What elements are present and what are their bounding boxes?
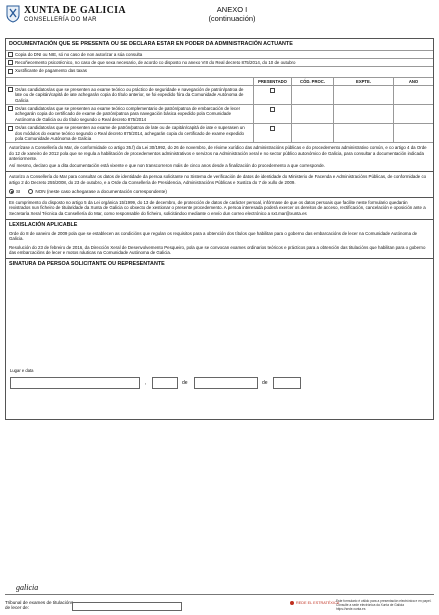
- no-label: NON (neste caso achegarase a documentación correspondente): [35, 188, 167, 194]
- signature-title: SINATURA DA PERSOA SOLICITANTE OU REPRESENTANTE: [9, 261, 165, 268]
- doc-table-header: [6, 77, 433, 85]
- presented-cell: [253, 124, 291, 142]
- table-row: [6, 85, 433, 104]
- legislation-body: [6, 231, 433, 259]
- documentation-title: DOCUMENTACIÓN QUE SE PRESENTA OU SE DECLARA ESTAR EN PODER DA ADMINISTRACIÓN ACTUANTE: [9, 41, 293, 47]
- file-cell[interactable]: [333, 86, 393, 104]
- table-row: [6, 104, 433, 123]
- row-checkbox[interactable]: [8, 126, 13, 131]
- dept-name: CONSELLERÍA DO MAR: [24, 17, 97, 23]
- place-input[interactable]: [10, 377, 140, 389]
- doc-checkbox[interactable]: [8, 69, 13, 74]
- presented-checkbox[interactable]: [270, 107, 275, 112]
- data-protection-text: En cumprimento do disposto no artigo 5 da Lei orgánica 15/1999, do 13 de decembro, de protección de datos de carácter persoal, infórmase de que os datos persoais que facilite neste formulario quedarán rexistrados nun ficheiro de titularidade da Xunta de Galicia co obxecto de xestionar o presente procedemento. A persoa interesada poderá exercer os dereitos de acceso, rectificación, cancelación e oposición ante a Secretaría Xeral Técnica da Consellería do Mar, como responsable do ficheiro, solicitándoo mediante o envío dun correo electrónico a sxt.mar@xunta.es: [9, 199, 426, 216]
- doc-item-label: Xustificante de pagamento das taxas: [15, 68, 88, 74]
- doc-item: [6, 50, 433, 58]
- col-year: ANO: [393, 78, 433, 85]
- rede-xl-badge: [290, 601, 339, 605]
- de-separator-2: de: [262, 380, 268, 387]
- place-date-label: Lugar e data: [10, 368, 34, 374]
- documentation-section: [6, 39, 433, 172]
- identity-authorization-section: [6, 172, 433, 198]
- consult-notes: [6, 142, 433, 171]
- doc-item: [6, 58, 433, 66]
- row-checkbox[interactable]: [8, 87, 13, 92]
- row-checkbox[interactable]: [8, 106, 13, 111]
- presented-checkbox[interactable]: [270, 126, 275, 131]
- rede-xl-label: REDE EL ESTRATÉXICA: [296, 601, 340, 605]
- day-input[interactable]: [152, 377, 178, 389]
- legislation-section: [6, 220, 433, 259]
- tribunal-input[interactable]: [72, 602, 182, 611]
- org-name: XUNTA DE GALICIA: [24, 5, 126, 16]
- data-protection-body: [6, 198, 433, 219]
- xunta-cross-icon: [6, 5, 20, 23]
- xunta-logo: [6, 5, 126, 29]
- annex-subtitle: (continuación): [208, 14, 256, 23]
- annex-title: ANEXO I: [216, 5, 248, 14]
- presented-cell: [253, 105, 291, 123]
- table-row-text: [6, 86, 253, 104]
- comma-separator: ,: [145, 380, 147, 387]
- yes-label: SI: [16, 188, 21, 194]
- no-radio[interactable]: [28, 189, 33, 194]
- row-label: Os/as candidatos/as que se presenten ao exame teórico ou práctico de seguridade e navegación de patrón/patroa de late ou de capitán/capitá de iate achegarán copia do título anterior, se foi expedido fóra da Comunidade Autónoma de Galicia: [15, 86, 244, 103]
- rede-xl-icon: [290, 601, 294, 605]
- proc-code-cell[interactable]: [291, 105, 333, 123]
- signature-section: [6, 259, 433, 419]
- consult-authorization-text: Autorízase a Consellería do Mar, de conformidade co artigo 35.f) da Lei 30/1992, do 26 de novembro, de réxime xurídico das administracións públicas e do procedemento administrativo común, e co artigo 4 da Orde do 12 de xaneiro de 2012 pola que se regula a habilitación de procedementos administrativos e servizos na Administración xeral e no sector público autonómico de Galicia, para consultar a documentación indicada anteriormente.: [9, 145, 427, 162]
- de-separator-1: de: [182, 380, 188, 387]
- data-protection-section: [6, 198, 433, 220]
- file-cell[interactable]: [333, 124, 393, 142]
- month-input[interactable]: [194, 377, 258, 389]
- year-cell[interactable]: [393, 124, 433, 142]
- col-proc-code: CÓD. PROC.: [291, 78, 333, 85]
- yes-radio[interactable]: [9, 189, 14, 194]
- row-label: Os/as candidatos/as que se presenten ao exame teórico complementario de patrón/patroa de embarcación de lecer achegarán copia do certificado de exame de patrón/patroa para navegación básica expedido pola Comunidade Autónoma de Galicia ou do título segundo o Real decreto 875/2014: [15, 106, 241, 122]
- doc-checkbox[interactable]: [8, 60, 13, 65]
- identity-authorization-text: Autorizo a Consellería do Mar para consultar os datos de identidade da persoa solicitante no Sistema de verificación de datos de identidade do Ministerio de Facenda e Administracións Públicas, de conformidade co artigo 2 do Decreto 255/2008, do 23 de outubro, e a Orde da Consellería de Presidencia, Administracións Públicas e Xustiza do 7 de xullo de 2009.: [9, 174, 427, 185]
- legislation-resolution-text: Resolución do 23 de febreiro de 2016, da Dirección Xeral de Desenvolvemento Pesqueiro, pola que se convocan exames ordinarios teóricos e prácticos para a obtención das titulacións que habilitan para o goberno das embarcacións de lecer e motos náuticas na Comunidade Autónoma de Galicia.: [9, 244, 426, 255]
- year-cell[interactable]: [393, 86, 433, 104]
- proc-code-cell[interactable]: [291, 86, 333, 104]
- col-presented: PRESENTADO: [253, 78, 291, 85]
- doc-item: [6, 66, 433, 76]
- legislation-order-text: Orde do 8 de xaneiro de 2009 pola que se establecen as condicións que regulan os requisitos para a obtención dos títulos que habilitan para o goberno das embarcacións de lecer na Comunidade Autónoma de Galicia.: [9, 230, 418, 242]
- presented-cell: [253, 86, 291, 104]
- doc-item-label: Copia do DNI ou NIE, só no caso de non autorizar a súa consulta: [15, 51, 143, 57]
- annex-heading: [192, 5, 272, 23]
- form-validity-note: Este formulario é válido para a presentación electrónica e en papel. Consulte a sede electrónica da Xunta de Galicia https://sede.xunta.es: [336, 599, 432, 611]
- legislation-title: LEXISLACIÓN APLICABLE: [9, 222, 78, 229]
- presented-checkbox[interactable]: [270, 88, 275, 93]
- form-frame: [5, 38, 434, 420]
- validity-declaration-text: Así mesmo, declaro que a dita documentación está vixente e que non transcorreron máis de cinco anos desde a finalización do procedemento a que corresponde.: [9, 162, 326, 168]
- galicia-logo: galicia: [16, 583, 39, 592]
- file-cell[interactable]: [333, 105, 393, 123]
- col-file: EXPTE.: [333, 78, 393, 85]
- year-cell[interactable]: [393, 105, 433, 123]
- proc-code-cell[interactable]: [291, 124, 333, 142]
- tribunal-label: Tribunal de exames de titulacións de lecer de:: [5, 600, 74, 611]
- doc-item-label: Recoñecemento psicotécnico, no caso de que sexa necesario, de acordo co disposto no anexo VIII do Real decreto 875/2014, do 10 de outubro: [15, 60, 296, 65]
- table-row: [6, 123, 433, 142]
- doc-checkbox[interactable]: [8, 52, 13, 57]
- blank-header: [6, 78, 253, 85]
- table-row-text: [6, 105, 253, 123]
- footer-divider: [5, 594, 434, 595]
- authorization-options: [6, 188, 433, 197]
- year-input[interactable]: [273, 377, 301, 389]
- table-row-text: [6, 124, 253, 142]
- identity-authorization-body: [6, 172, 433, 188]
- row-label: Os/as candidatos/as que se presenten ao exame de patrón/patroa de late ou de capitán/capitá de iate e superasen un dos módulos do exame teórico segundo o Real decreto 875/2014, achegarán copia do certificado de exame expedido pola Comunidade Autónoma de Galicia: [15, 125, 245, 142]
